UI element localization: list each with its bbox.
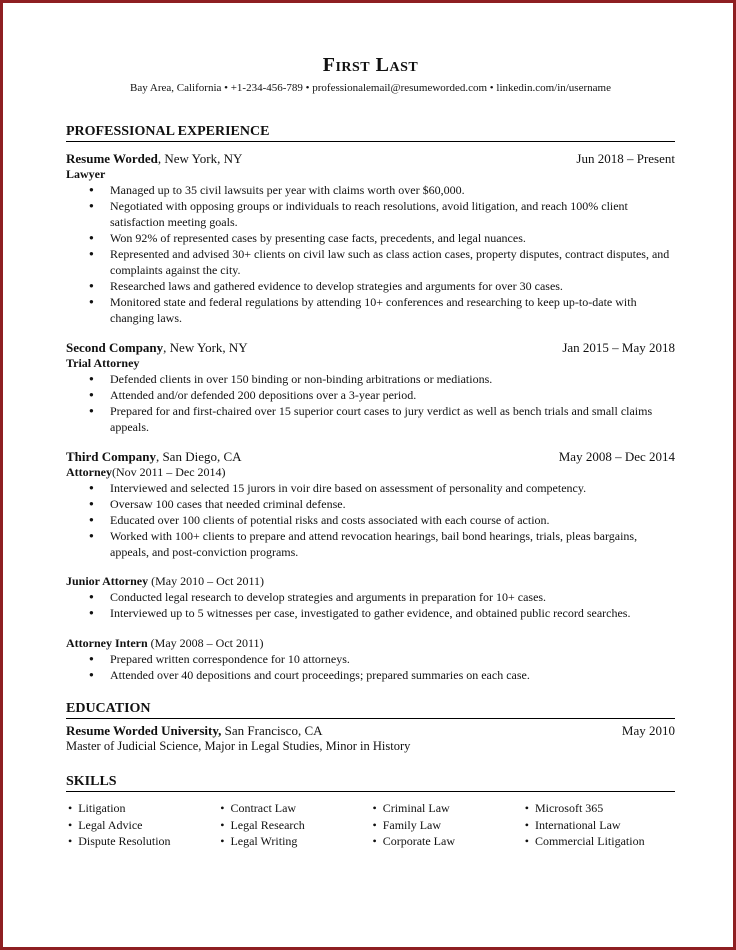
company-location: , New York, NY [157,151,243,166]
skill-item: • Family Law [371,817,523,834]
skills-column [66,800,218,850]
bullet-item: ● Prepared for and first-chaired over 15 superior court cases to jury verdict as well as bench trials and small claims appeals. [110,403,675,435]
job-entry [66,448,675,683]
skill-item: • Criminal Law [371,800,523,817]
bullet-item: ● Prepared written correspondence for 10 attorneys. [110,651,675,667]
skill-item: • Legal Advice [66,817,218,834]
degree: Master of Judicial Science, Major in Legal Studies, Minor in History [66,739,411,753]
job-role-line [66,356,675,371]
job-header [66,150,675,167]
subrole-entry [66,574,675,621]
skill-item: • Litigation [66,800,218,817]
bullet-item: ● Interviewed and selected 15 jurors in voir dire based on assessment of personality and competency. [110,480,675,496]
company-name: Resume Worded [66,151,158,166]
bullet-item: ● Managed up to 35 civil lawsuits per year with claims worth over $60,000. [110,182,675,198]
bullet-item: ● Oversaw 100 cases that needed criminal defense. [110,496,675,512]
company-location: , New York, NY [163,340,248,355]
skill-item: • Commercial Litigation [523,833,675,850]
contact-line: Bay Area, California • +1-234-456-789 • professionalemail@resumeworded.com • linkedin.com/in/username [130,82,611,94]
skill-item: • Contract Law [218,800,370,817]
education-header [66,722,675,739]
job-role-dates: (Nov 2011 – Dec 2014) [111,465,226,479]
skill-item: • Legal Research [218,817,370,834]
bullet-item: ● Attended and/or defended 200 depositions over a 3-year period. [110,387,675,403]
bullet-item: ● Worked with 100+ clients to prepare and attend revocation hearings, bail bond hearings, trials, pleas bargains, appeals, and post-conviction programs. [110,528,675,560]
skill-item: • International Law [523,817,675,834]
school-name: Resume Worded University, [66,723,222,738]
skill-item: • Legal Writing [218,833,370,850]
experience-section [66,123,675,683]
bullet-item: ● Defended clients in over 150 binding or non-binding arbitrations or mediations. [110,371,675,387]
bullet-item: ● Won 92% of represented cases by presenting case facts, precedents, and legal nuances. [110,230,675,246]
skills-column [218,800,370,850]
subrole-title: Attorney Intern [66,636,148,650]
bullet-item: ● Conducted legal research to develop strategies and arguments in preparation for 10+ cases. [110,589,675,605]
job-dates: Jun 2018 – Present [576,151,675,166]
bullet-item: ● Monitored state and federal regulations by attending 10+ conferences and researching to keep up-to-date with changing laws. [110,294,675,326]
job-role: Trial Attorney [66,356,140,370]
skill-item: • Microsoft 365 [523,800,675,817]
job-header [66,339,675,356]
skills-section [66,773,675,850]
resume-page [66,53,675,850]
company-location: , San Diego, CA [155,449,242,464]
job-entry [66,150,675,326]
subrole-title: Junior Attorney [66,574,149,588]
subrole-dates: (May 2010 – Oct 2011) [148,574,264,588]
skill-item: • Corporate Law [371,833,523,850]
graduation-date: May 2010 [621,723,675,738]
bullet-list [66,371,675,435]
subrole-line [66,574,675,589]
skills-column [371,800,523,850]
bullet-item: ● Represented and advised 30+ clients on civil law such as class action cases, property disputes, contract disputes, and complaints against the city. [110,246,675,278]
subrole-dates: (May 2008 – Oct 2011) [147,636,264,650]
job-role-line [66,167,675,182]
section-title-education: EDUCATION [66,700,675,719]
bullet-item: ● Educated over 100 clients of potential risks and costs associated with each course of action. [110,512,675,528]
bullet-item: ● Researched laws and gathered evidence to develop strategies and arguments for over 30 cases. [110,278,675,294]
subrole-entry [66,636,675,683]
job-entry [66,339,675,435]
skill-item: • Dispute Resolution [66,833,218,850]
bullet-list [66,589,675,621]
company-name: Second Company [66,340,164,355]
bullet-item: ● Negotiated with opposing groups or individuals to reach resolutions, avoid litigation, and reach 100% client satisfaction meeting goals. [110,198,675,230]
skills-column [523,800,675,850]
bullet-list [66,480,675,560]
job-role-line [66,465,675,480]
job-header [66,448,675,465]
education-section [66,700,675,754]
job-role: Lawyer [66,167,106,181]
skills-grid [66,800,675,850]
bullet-item: ● Interviewed up to 5 witnesses per case, investigated to gather evidence, and obtained public record searches. [110,605,675,621]
school-location: San Francisco, CA [221,723,323,738]
job-role: Attorney [66,465,112,479]
bullet-list [66,651,675,683]
subrole-line [66,636,675,651]
company-name: Third Company [66,449,156,464]
job-dates: May 2008 – Dec 2014 [558,449,675,464]
job-dates: Jan 2015 – May 2018 [562,340,675,355]
bullet-list [66,182,675,326]
candidate-name: First Last [322,54,419,76]
section-title-skills: SKILLS [66,773,675,792]
section-title-experience: PROFESSIONAL EXPERIENCE [66,123,675,142]
bullet-item: ● Attended over 40 depositions and court proceedings; prepared summaries on each case. [110,667,675,683]
